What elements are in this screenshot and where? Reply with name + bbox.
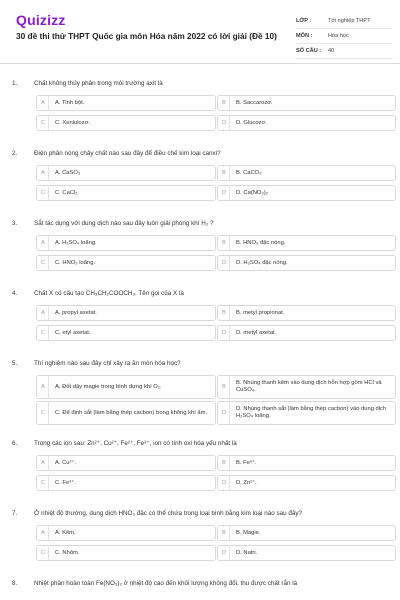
option-b[interactable] [217, 235, 396, 251]
question-1 [12, 80, 390, 139]
question-text: Thí nghiệm nào sau đây chỉ xảy ra ăn mòn hóa học? [34, 360, 181, 367]
option-c[interactable] [36, 185, 216, 201]
option-text: B. CaCO₃ [236, 169, 262, 176]
option-letter: B [219, 376, 230, 398]
option-letter: C [38, 326, 49, 340]
meta-label: SỐ CÂU : [296, 48, 322, 54]
meta-label: LỚP : [296, 18, 312, 24]
option-letter: B [219, 96, 230, 110]
option-text: D. Nhúng thanh sắt (làm bằng thép cacbon) vào dung dịch H₂SO₄ loãng. [236, 406, 387, 419]
option-letter: A [38, 96, 49, 110]
question-text: Chất X có cấu tạo CH₃CH₂COOCH₃. Tên gọi của X là [34, 290, 184, 297]
question-number: 1. [12, 80, 18, 87]
option-b[interactable] [217, 95, 396, 111]
option-letter: D [219, 402, 230, 424]
option-letter: D [219, 186, 230, 200]
meta-row-count [296, 44, 392, 59]
question-6 [12, 440, 390, 499]
option-c[interactable] [36, 475, 216, 491]
option-c[interactable] [36, 401, 216, 425]
option-text: A. Đốt dây magie trong bình đựng khí O₂. [55, 383, 162, 390]
option-letter: B [219, 166, 230, 180]
option-text: D. Natri. [236, 549, 258, 556]
meta-row-class [296, 14, 392, 29]
option-d[interactable] [217, 401, 396, 425]
option-text: B. metyl propionat. [236, 309, 285, 316]
option-text: C. HNO₃ loãng. [55, 259, 96, 266]
option-text: A. H₂SO₄ loãng. [55, 239, 97, 246]
question-number: 8. [12, 580, 18, 587]
option-text: B. Fe³⁺. [236, 459, 257, 466]
option-d[interactable] [217, 185, 396, 201]
option-letter: A [38, 376, 49, 398]
option-letter: D [219, 546, 230, 560]
page-title: 30 đề thi thử THPT Quốc gia môn Hóa năm 2022 có lời giải (Đề 10) [16, 31, 277, 41]
option-d[interactable] [217, 545, 396, 561]
option-text: D. Ca(NO₃)₂ [236, 189, 268, 196]
option-letter: D [219, 256, 230, 270]
meta-value: Tốt nghiệp THPT [328, 18, 371, 24]
option-text: D. Glucozơ. [236, 119, 267, 126]
option-a[interactable] [36, 235, 216, 251]
option-letter: C [38, 116, 49, 130]
option-text: C. Xenlulozơ. [55, 119, 91, 126]
option-text: C. etyl axetat. [55, 329, 91, 336]
option-b[interactable] [217, 375, 396, 399]
question-3 [12, 220, 390, 279]
option-text: D. metyl axetat. [236, 329, 277, 336]
question-2 [12, 150, 390, 209]
option-letter: D [219, 116, 230, 130]
question-number: 2. [12, 150, 18, 157]
option-b[interactable] [217, 455, 396, 471]
option-text: A. CaSO₃ [55, 169, 81, 176]
option-c[interactable] [36, 545, 216, 561]
option-letter: A [38, 526, 49, 540]
option-text: C. CaCl₂ [55, 189, 78, 196]
question-number: 4. [12, 290, 18, 297]
option-text: B. HNO₃ đặc nóng. [236, 239, 286, 246]
option-letter: A [38, 236, 49, 250]
question-text: Nhiệt phân hoàn toàn Fe(NO₃)₂ ở nhiệt độ cao đến khối lượng không đổi, thu được chất rắn là [34, 580, 298, 587]
option-d[interactable] [217, 255, 396, 271]
option-letter: A [38, 166, 49, 180]
option-b[interactable] [217, 525, 396, 541]
option-text: D. H₂SO₄ đặc nóng. [236, 259, 288, 266]
option-letter: B [219, 526, 230, 540]
option-text: B. Saccarozơ. [236, 99, 273, 106]
option-d[interactable] [217, 475, 396, 491]
question-text: Sắt tác dụng với dung dịch nào sau đây luôn giải phóng khí H₂ ? [34, 220, 214, 227]
option-letter: B [219, 236, 230, 250]
option-c[interactable] [36, 325, 216, 341]
option-letter: C [38, 476, 49, 490]
option-a[interactable] [36, 455, 216, 471]
option-text: C. Nhôm. [55, 549, 80, 556]
option-c[interactable] [36, 115, 216, 131]
meta-value: 40 [328, 48, 335, 54]
option-letter: A [38, 456, 49, 470]
option-d[interactable] [217, 115, 396, 131]
option-letter: D [219, 476, 230, 490]
option-text: B. Magie. [236, 529, 261, 536]
option-letter: C [38, 186, 49, 200]
option-text: A. propyl axetat. [55, 309, 97, 316]
option-text: C. Fe³⁺. [55, 479, 76, 486]
option-b[interactable] [217, 305, 396, 321]
option-letter: C [38, 402, 49, 424]
option-text: C. Để đinh sắt (làm bằng thép cacbon) trong không khí ẩm. [55, 409, 208, 416]
meta-row-subject [296, 29, 392, 44]
option-a[interactable] [36, 305, 216, 321]
question-7 [12, 510, 390, 569]
option-letter: C [38, 256, 49, 270]
option-d[interactable] [217, 325, 396, 341]
option-letter: B [219, 306, 230, 320]
meta-table [296, 14, 392, 59]
question-text: Điện phân nóng chảy chất nào sau đây để điều chế kim loại canxi? [34, 150, 221, 157]
question-8 [12, 580, 390, 587]
option-c[interactable] [36, 255, 216, 271]
option-a[interactable] [36, 375, 216, 399]
option-a[interactable] [36, 95, 216, 111]
question-text: Chất không thủy phân trong môi trường axit là [34, 80, 163, 87]
option-text: A. Tinh bột. [55, 99, 85, 106]
meta-value: Hóa học [328, 33, 349, 39]
meta-label: MÔN : [296, 33, 313, 39]
header-divider [0, 63, 400, 64]
question-number: 7. [12, 510, 18, 517]
option-a[interactable] [36, 525, 216, 541]
question-text: Trong các ion sau: Zn²⁺, Cu²⁺, Fe²⁺, Fe³⁺, ion có tính oxi hóa yếu nhất là [34, 440, 237, 447]
option-letter: C [38, 546, 49, 560]
question-number: 6. [12, 440, 18, 447]
option-letter: A [38, 306, 49, 320]
question-number: 3. [12, 220, 18, 227]
option-letter: D [219, 326, 230, 340]
option-a[interactable] [36, 165, 216, 181]
option-text: A. Kẽm. [55, 529, 76, 536]
option-text: A. Cu²⁺. [55, 459, 77, 466]
option-b[interactable] [217, 165, 396, 181]
quizizz-logo: Quizizz [16, 12, 66, 28]
question-text: Ở nhiệt độ thường, dung dịch HNO₃ đặc có thể chứa trong loại bình bằng kim loại nào sau đây? [34, 510, 303, 517]
question-4 [12, 290, 390, 349]
option-text: D. Zn²⁺. [236, 479, 257, 486]
question-5 [12, 360, 390, 427]
option-letter: B [219, 456, 230, 470]
question-number: 5. [12, 360, 18, 367]
option-text: B. Nhúng thanh kẽm vào dung dịch hỗn hợp gồm HCl và CuSO₄. [236, 380, 382, 393]
